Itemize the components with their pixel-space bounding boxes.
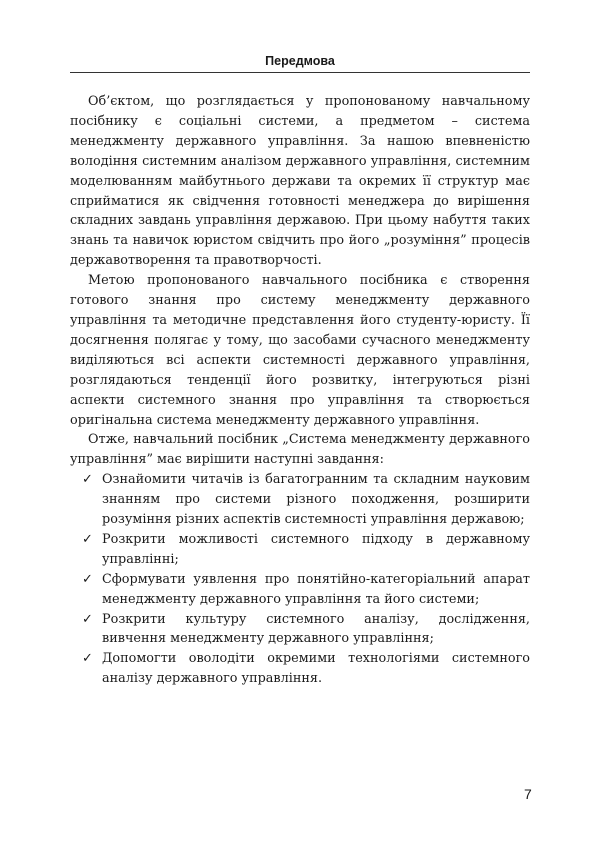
checkmark-icon: ✓ bbox=[82, 651, 93, 667]
tasks-list bbox=[70, 470, 530, 689]
task-item bbox=[70, 649, 530, 689]
checkmark-icon: ✓ bbox=[82, 571, 93, 587]
page-body bbox=[70, 92, 530, 689]
checkmark-icon: ✓ bbox=[82, 472, 93, 488]
task-text: Розкрити можливості системного підходу в державному управлінні; bbox=[102, 531, 530, 567]
header-divider bbox=[70, 72, 530, 73]
task-item bbox=[70, 530, 530, 570]
task-text: Сформувати уявлення про понятійно-категоріальний апарат менеджменту державного управління та його системи; bbox=[102, 571, 530, 607]
task-text: Допомогти оволодіти окремими технологіями системного аналізу державного управління. bbox=[102, 651, 530, 687]
page-header-title: Передмова bbox=[265, 54, 335, 68]
paragraph-purpose: Метою пропонованого навчального посібника є створення готового знання про систему менеджменту державного управління та методичне представлення його студенту-юристу. Її досягнення полягає у тому, що засобами сучасного менеджменту виділяються всі аспекти системності державного управління, розглядаються тенденції його розвитку, інтегруються різні аспекти системного знання про управління та створюється оригінальна система менеджменту державного управління. bbox=[70, 273, 530, 428]
task-item bbox=[70, 570, 530, 610]
paragraph-object-subject: Об’єктом, що розглядається у пропонованому навчальному посібнику є соціальні системи, а предметом – система менеджменту державного управління. За нашою впевненістю володіння системним аналізом державного управління, системним моделюванням майбутнього держави та окремих її структур має сприйматися як свідчення готовності менеджера до вирішення складних завдань управління державою. При цьому набуття таких знань та навичок юристом свідчить про його „розуміння” процесів державотворення та правотворчості. bbox=[70, 94, 530, 269]
page-number: 7 bbox=[524, 786, 532, 802]
task-item bbox=[70, 610, 530, 650]
paragraph-tasks-intro: Отже, навчальний посібник „Система менеджменту державного управління” має вирішити наступні завдання: bbox=[70, 432, 530, 468]
task-text: Ознайомити читачів із багатогранним та складним науковим знанням про системи різного походження, розширити розуміння різних аспектів системності управління державою; bbox=[102, 472, 530, 528]
checkmark-icon: ✓ bbox=[82, 531, 93, 547]
task-text: Розкрити культуру системного аналізу, дослідження, вивчення менеджменту державного управління; bbox=[102, 611, 530, 647]
checkmark-icon: ✓ bbox=[82, 611, 93, 627]
task-item bbox=[70, 470, 530, 530]
